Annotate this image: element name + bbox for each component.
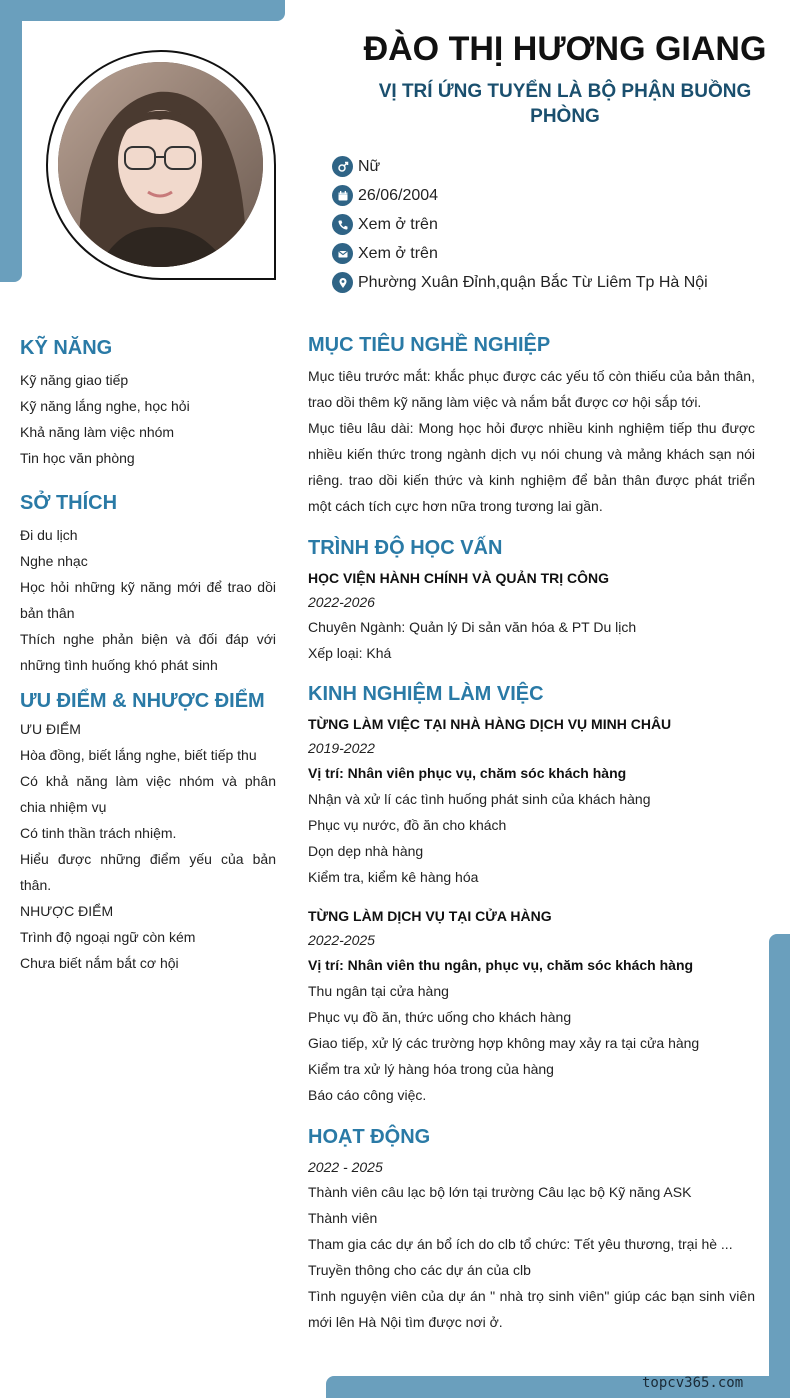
decor-bar-top (0, 0, 285, 21)
contact-email-text: Xem ở trên (358, 244, 438, 262)
education-period: 2022-2026 (308, 594, 375, 610)
education-title: TRÌNH ĐỘ HỌC VẤN (308, 537, 503, 559)
contact-address (332, 268, 772, 297)
skill-item: Tin học văn phòng (20, 450, 135, 466)
skill-item: Kỹ năng giao tiếp (20, 372, 129, 388)
job-duty: Kiểm tra xử lý hàng hóa trong của hàng (308, 1061, 554, 1077)
objective-long: Mục tiêu lâu dài: Mong học hỏi được nhiều kinh nghiệm tiếp thu được nhiều kiến thức trong ngành dịch vụ nói chung và mảng khách sạn nói riêng. trao dồi kiến thức và kinh nghiệm để bản thân được phát triển một cách tích cực hơn nữa trong tương lai gần. (308, 420, 755, 514)
job-entry (308, 712, 755, 890)
objective-section (308, 330, 755, 519)
watermark: topcv365.com (642, 1375, 744, 1391)
hobbies-title: SỞ THÍCH (20, 492, 118, 514)
email-icon (332, 243, 353, 264)
hobbies-section (20, 488, 276, 678)
hobby-item: Học hỏi những kỹ năng mới để trao dồi bản thân (20, 579, 276, 621)
job-duty: Kiểm tra, kiểm kê hàng hóa (308, 869, 479, 885)
activity-item: Tình nguyện viên của dự án " nhà trọ sinh viên" giúp các bạn sinh viên mới lên Hà Nội tìm được nơi ở. (308, 1288, 755, 1330)
job-duty: Nhận và xử lí các tình huống phát sinh của khách hàng (308, 791, 651, 807)
location-icon (332, 272, 353, 293)
contact-list (332, 152, 772, 297)
activity-item: Truyền thông cho các dự án của clb (308, 1262, 531, 1278)
strength-item: Hòa đồng, biết lắng nghe, biết tiếp thu (20, 747, 257, 763)
contact-phone (332, 210, 772, 239)
skills-section (20, 333, 276, 471)
job-duty: Dọn dẹp nhà hàng (308, 843, 424, 859)
contact-address-text: Phường Xuân Đỉnh,quận Bắc Từ Liêm Tp Hà Nội (358, 273, 708, 291)
job-org: TỪNG LÀM VIỆC TẠI NHÀ HÀNG DỊCH VỤ MINH CHÂU (308, 716, 672, 732)
contact-gender (332, 152, 772, 181)
contact-email (332, 239, 772, 268)
left-column (20, 333, 276, 976)
activities-period: 2022 - 2025 (308, 1159, 383, 1175)
job-duty: Giao tiếp, xử lý các trường hợp không may xảy ra tại cửa hàng (308, 1035, 700, 1051)
calendar-icon (332, 185, 353, 206)
decor-bar-right (769, 934, 790, 1398)
weakness-item: Chưa biết nắm bắt cơ hội (20, 955, 179, 971)
phone-icon (332, 214, 353, 235)
job-duty: Thu ngân tại cửa hàng (308, 983, 449, 999)
strength-item: Có tinh thần trách nhiệm. (20, 825, 177, 841)
gender-icon (332, 156, 353, 177)
job-role: Vị trí: Nhân viên phục vụ, chăm sóc khách hàng (308, 765, 627, 781)
hobby-item: Nghe nhạc (20, 553, 88, 569)
activities-section (308, 1122, 755, 1335)
strength-item: ƯU ĐIỂM (20, 721, 81, 737)
strength-item: Có khả năng làm việc nhóm và phân chia nhiệm vụ (20, 773, 276, 815)
activity-item: Thành viên câu lạc bộ lớn tại trường Câu lạc bộ Kỹ năng ASK (308, 1184, 692, 1200)
objective-title: MỤC TIÊU NGHỀ NGHIỆP (308, 334, 551, 356)
objective-short: Mục tiêu trước mắt: khắc phục được các yếu tố còn thiếu của bản thân, trao dồi thêm kỹ năng làm việc và nắm bắt được cơ hội sắp tới. (308, 368, 755, 410)
job-duty: Báo cáo công việc. (308, 1087, 427, 1103)
education-section (308, 533, 755, 666)
activities-title: HOẠT ĐỘNG (308, 1126, 431, 1148)
skill-item: Khả năng làm việc nhóm (20, 424, 175, 440)
hobby-item: Thích nghe phản biện và đối đáp với những tình huống khó phát sinh (20, 631, 276, 673)
experience-title: KINH NGHIỆM LÀM VIỆC (308, 683, 544, 705)
strength-item: Hiểu được những điểm yếu của bản thân. (20, 851, 276, 893)
applied-position: VỊ TRÍ ỨNG TUYỂN LÀ BỘ PHẬN BUỒNG PHÒNG (378, 81, 752, 127)
job-duty: Phục vụ nước, đồ ăn cho khách (308, 817, 507, 833)
education-school: HỌC VIỆN HÀNH CHÍNH VÀ QUẢN TRỊ CÔNG (308, 570, 610, 586)
candidate-name: ĐÀO THỊ HƯƠNG GIANG (363, 30, 767, 68)
weakness-item: Trình độ ngoại ngữ còn kém (20, 929, 196, 945)
job-period: 2019-2022 (308, 740, 375, 756)
job-duty: Phục vụ đồ ăn, thức uống cho khách hàng (308, 1009, 572, 1025)
job-role: Vị trí: Nhân viên thu ngân, phục vụ, chăm sóc khách hàng (308, 957, 694, 973)
job-period: 2022-2025 (308, 932, 375, 948)
activity-item: Tham gia các dự án bổ ích do clb tổ chức: Tết yêu thương, trại hè ... (308, 1236, 733, 1252)
contact-gender-text: Nữ (358, 157, 381, 175)
right-column (308, 330, 755, 1335)
education-rank: Xếp loại: Khá (308, 645, 392, 661)
strengths-title: ƯU ĐIỂM & NHƯỢC ĐIỂM (20, 690, 265, 712)
skills-title: KỸ NĂNG (20, 337, 113, 359)
contact-birthday-text: 26/06/2004 (358, 186, 439, 204)
decor-bar-left (0, 0, 22, 282)
profile-photo (58, 62, 263, 267)
weakness-item: NHƯỢC ĐIỂM (20, 903, 114, 919)
activity-item: Thành viên (308, 1210, 378, 1226)
contact-birthday (332, 181, 772, 210)
experience-section (308, 679, 755, 1108)
contact-phone-text: Xem ở trên (358, 215, 438, 233)
education-major: Chuyên Ngành: Quản lý Di sản văn hóa & PT Du lịch (308, 619, 637, 635)
skill-item: Kỹ năng lắng nghe, học hỏi (20, 398, 190, 414)
job-org: TỪNG LÀM DỊCH VỤ TẠI CỬA HÀNG (308, 908, 552, 924)
job-entry (308, 904, 755, 1108)
hobby-item: Đi du lịch (20, 527, 78, 543)
strengths-section (20, 686, 276, 976)
